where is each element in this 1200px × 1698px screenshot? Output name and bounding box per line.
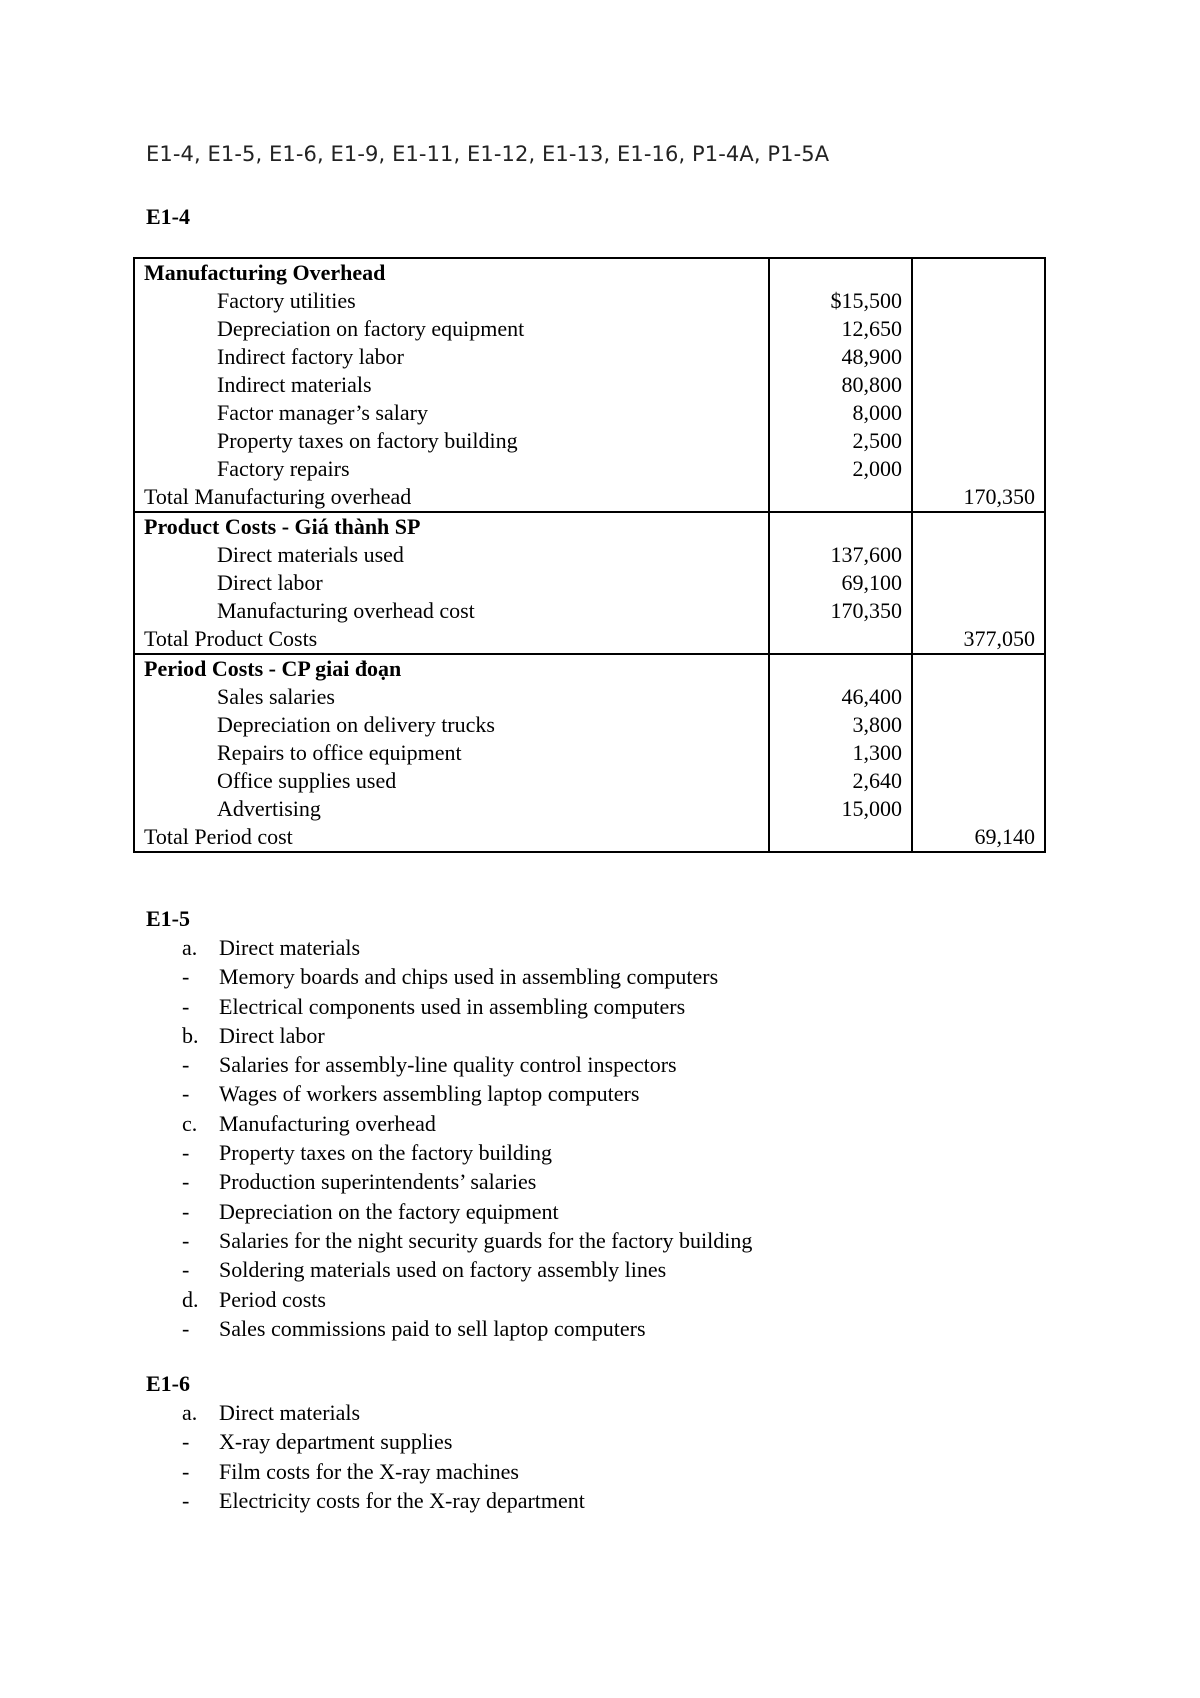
row-amount: 2,000: [769, 455, 912, 483]
list-marker: -: [182, 1081, 190, 1107]
heading-e1-5: E1-5: [146, 906, 190, 931]
table-row: [134, 343, 1045, 371]
table-row: [134, 455, 1045, 483]
row-label: Factory utilities: [134, 287, 769, 315]
row-amount: 8,000: [769, 399, 912, 427]
row-amount: 2,500: [769, 427, 912, 455]
table-row: [134, 399, 1045, 427]
table-row: [134, 711, 1045, 739]
total-label: Total Product Costs: [134, 625, 769, 654]
row-amount: 48,900: [769, 343, 912, 371]
table-row: [134, 258, 1045, 287]
list-text: Salaries for the night security guards for the factory building: [219, 1227, 753, 1253]
table-row: [134, 767, 1045, 795]
total-label: Total Period cost: [134, 823, 769, 852]
row-amount: 137,600: [769, 541, 912, 569]
list-text: Production superintendents’ salaries: [219, 1169, 537, 1195]
row-label: Factory repairs: [134, 455, 769, 483]
table-row: [134, 795, 1045, 823]
list-text: X-ray department supplies: [219, 1429, 453, 1455]
row-label: Advertising: [134, 795, 769, 823]
row-amount: 3,800: [769, 711, 912, 739]
table-row-total: [134, 483, 1045, 512]
row-label: Direct materials used: [134, 541, 769, 569]
table-row: [134, 315, 1045, 343]
row-label: Office supplies used: [134, 767, 769, 795]
list-marker: -: [182, 993, 190, 1019]
list-marker: d.: [182, 1286, 199, 1312]
row-label: Sales salaries: [134, 683, 769, 711]
list-text: Film costs for the X-ray machines: [219, 1458, 519, 1484]
row-amount: 12,650: [769, 315, 912, 343]
list-marker: -: [182, 964, 190, 990]
assignment-list: E1-4, E1-5, E1-6, E1-9, E1-11, E1-12, E1-13, E1-16, P1-4A, P1-5A: [146, 142, 830, 166]
list-text: Direct materials: [219, 1400, 361, 1425]
list-marker: a.: [182, 1400, 198, 1425]
row-label: Property taxes on factory building: [134, 427, 769, 455]
row-amount: 80,800: [769, 371, 912, 399]
list-text: Manufacturing overhead: [219, 1110, 436, 1136]
section-title-manufacturing-overhead: Manufacturing Overhead: [134, 258, 769, 287]
table-row: [134, 287, 1045, 315]
table-row-total: [134, 823, 1045, 852]
list-marker: -: [182, 1052, 190, 1078]
list-marker: c.: [182, 1110, 198, 1136]
list-marker: -: [182, 1227, 190, 1253]
table-row: [134, 597, 1045, 625]
table-row: [134, 683, 1045, 711]
list-text: Depreciation on the factory equipment: [219, 1198, 559, 1224]
row-label: Indirect materials: [134, 371, 769, 399]
list-text: Sales commissions paid to sell laptop computers: [219, 1315, 646, 1341]
list-marker: a.: [182, 935, 198, 960]
total-amount: 377,050: [912, 625, 1045, 654]
list-text: Property taxes on the factory building: [219, 1140, 552, 1166]
list-text: Direct labor: [219, 1022, 325, 1048]
table-row: [134, 512, 1045, 541]
row-label: Factor manager’s salary: [134, 399, 769, 427]
heading-e1-4: E1-4: [146, 204, 190, 229]
row-label: Indirect factory labor: [134, 343, 769, 371]
list-text: Direct materials: [219, 935, 361, 960]
row-amount: 69,100: [769, 569, 912, 597]
list-marker: -: [182, 1198, 190, 1224]
row-amount: $15,500: [769, 287, 912, 315]
total-amount: 69,140: [912, 823, 1045, 852]
row-label: Direct labor: [134, 569, 769, 597]
row-amount: 170,350: [769, 597, 912, 625]
row-amount: 2,640: [769, 767, 912, 795]
list-marker: -: [182, 1169, 190, 1195]
list-marker: -: [182, 1257, 190, 1283]
list-marker: -: [182, 1458, 190, 1484]
list-marker: b.: [182, 1022, 199, 1048]
table-row: [134, 654, 1045, 683]
section-title-product-costs: Product Costs - Giá thành SP: [134, 512, 769, 541]
list-text: Salaries for assembly-line quality control inspectors: [219, 1052, 677, 1078]
list-text: Period costs: [219, 1286, 326, 1312]
total-amount: 170,350: [912, 483, 1045, 512]
list-marker: -: [182, 1487, 190, 1513]
row-amount: 15,000: [769, 795, 912, 823]
row-label: Manufacturing overhead cost: [134, 597, 769, 625]
list-marker: -: [182, 1315, 190, 1341]
list-text: Wages of workers assembling laptop computers: [219, 1081, 640, 1107]
list-text: Electrical components used in assembling computers: [219, 993, 686, 1019]
row-amount: 46,400: [769, 683, 912, 711]
section-title-period-costs: Period Costs - CP giai đoạn: [134, 654, 769, 683]
list-text: Memory boards and chips used in assembling computers: [219, 964, 719, 990]
list-text: Electricity costs for the X-ray department: [219, 1487, 585, 1513]
list-text: Soldering materials used on factory assembly lines: [219, 1257, 667, 1283]
table-row: [134, 427, 1045, 455]
row-label: Repairs to office equipment: [134, 739, 769, 767]
row-label: Depreciation on factory equipment: [134, 315, 769, 343]
list-marker: -: [182, 1140, 190, 1166]
table-row: [134, 541, 1045, 569]
row-amount: 1,300: [769, 739, 912, 767]
table-row: [134, 569, 1045, 597]
table-row: [134, 739, 1045, 767]
list-marker: -: [182, 1429, 190, 1455]
heading-e1-6: E1-6: [146, 1371, 190, 1396]
total-label: Total Manufacturing overhead: [134, 483, 769, 512]
row-label: Depreciation on delivery trucks: [134, 711, 769, 739]
table-row: [134, 371, 1045, 399]
cost-table: [133, 257, 1046, 853]
table-row-total: [134, 625, 1045, 654]
